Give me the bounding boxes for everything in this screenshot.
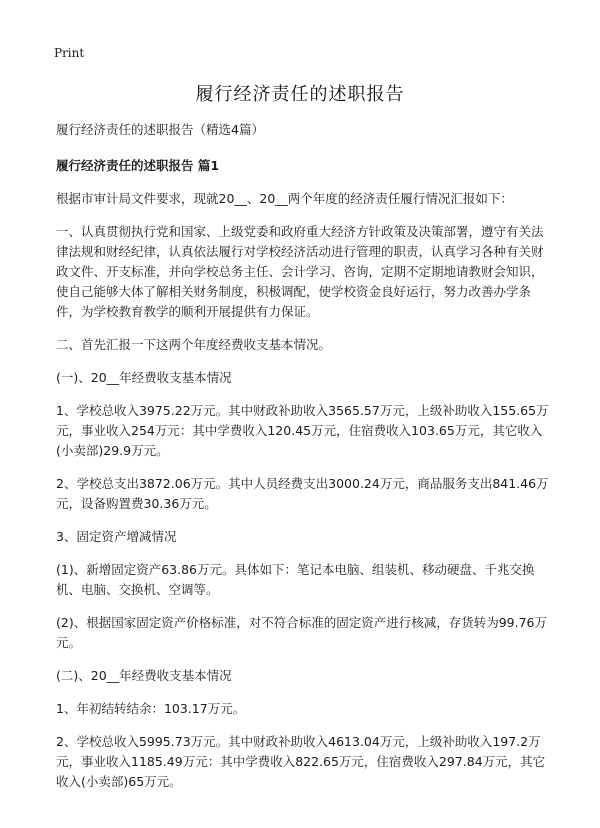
print-label: Print: [54, 46, 85, 60]
paragraph: (2)、根据国家固定资产价格标准，对不符合标准的固定资产进行核减，存货转为99.76万元。: [56, 615, 547, 650]
paragraph: 根据市审计局文件要求，现就20__、20__两个年度的经济责任履行情况汇报如下：: [56, 191, 513, 206]
paragraph: 1、学校总收入3975.22万元。其中财政补助收入3565.57万元，上级补助收入155.65万元，事业收入254万元：其中学费收入120.45万元，住宿费收入103.65万元，其它收入(小卖部)29.9万元。: [56, 403, 549, 458]
paragraph: 3、固定资产增减情况: [56, 529, 177, 544]
paragraph: 一、认真贯彻执行党和国家、上级党委和政府重大经济方针政策及决策部署，遵守有关法律法规和财经纪律，认真依法履行对学校经济活动进行管理的职责，认真学习各种有关财政文件、开支标准，并向学校总务主任、会计学习、咨询，定期不定期地请教财会知识，使自己能够大体了解相关财务制度，积极调配，使学校资金良好运行，努力改善办学条件，为学校教育教学的顺利开展提供有力保证。: [56, 224, 544, 319]
paragraph: 二、首先汇报一下这两个年度经费收支基本情况。: [56, 337, 332, 352]
document-subtitle: 履行经济责任的述职报告（精选4篇）: [56, 122, 264, 137]
paragraph: 2、学校总支出3872.06万元。其中人员经费支出3000.24万元，商品服务支出841.46万元，设备购置费30.36万元。: [56, 476, 549, 511]
document-body: [56, 120, 550, 792]
paragraph: (1)、新增固定资产63.86万元。具体如下：笔记本电脑、组装机、移动硬盘、千兆交换机、电脑、交换机、空调等。: [56, 562, 535, 597]
paragraph: (一)、20__年经费收支基本情况: [56, 370, 232, 385]
paragraph: 2、学校总收入5995.73万元。其中财政补助收入4613.04万元，上级补助收入197.2万元，事业收入1185.49万元：其中学费收入822.65万元，住宿费收入297.84万元，其它收入(小卖部)65万元。: [56, 734, 546, 789]
document-title: 履行经济责任的述职报告: [195, 84, 405, 105]
section-heading: 履行经济责任的述职报告 篇1: [56, 158, 220, 173]
paragraph: (二)、20__年经费收支基本情况: [56, 668, 232, 683]
paragraph: 1、年初结转结余：103.17万元。: [56, 701, 246, 716]
